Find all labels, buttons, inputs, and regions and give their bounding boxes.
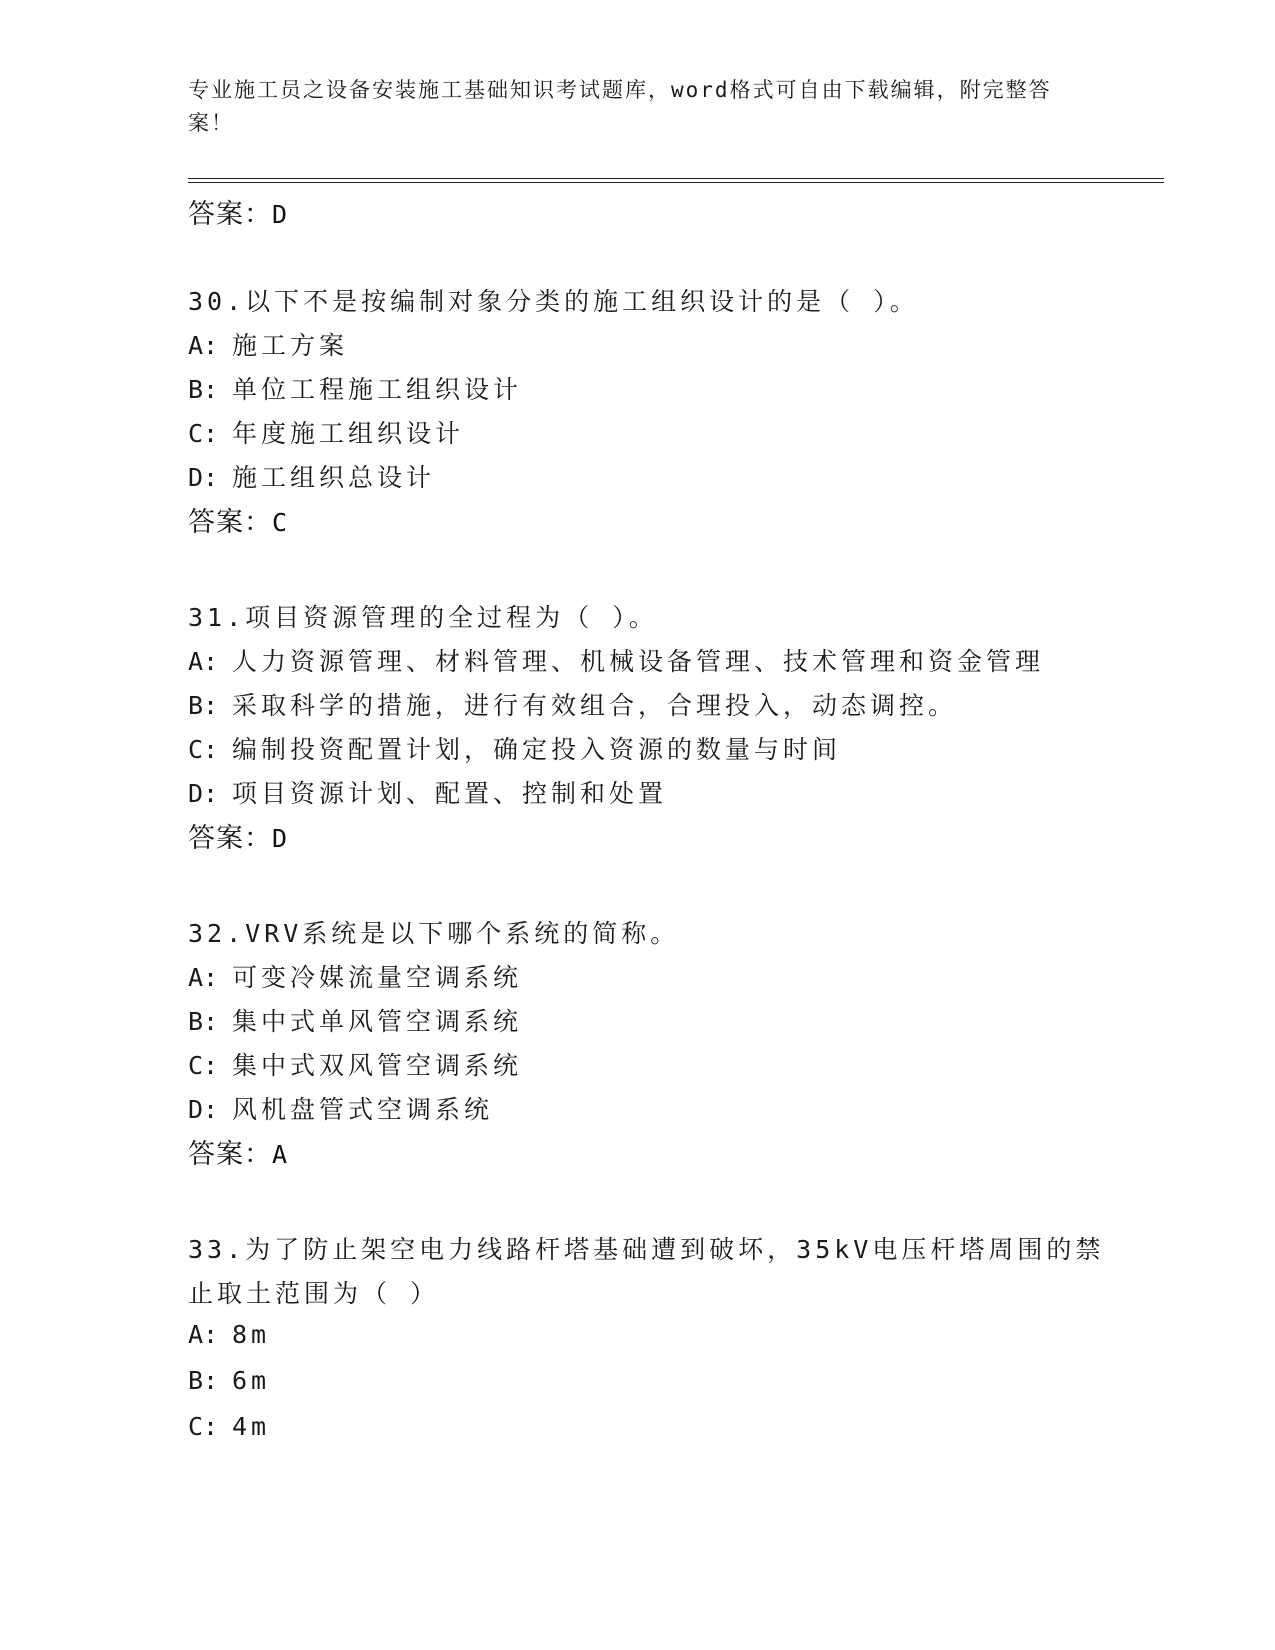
option-c [188,1046,522,1082]
option-text: 项目资源计划、配置、控制和处置 [232,779,668,808]
header-divider-double [188,182,1164,183]
question-stem: 30.以下不是按编制对象分类的施工组织设计的是（ ）。 [188,287,919,316]
option-text: 人力资源管理、材料管理、机械设备管理、技术管理和资金管理 [232,647,1045,676]
option-letter: C: [188,1412,219,1441]
option-b [188,370,522,406]
question-answer [188,816,288,855]
answer-label: 答案： [188,1139,272,1170]
option-text: 集中式单风管空调系统 [232,1007,523,1036]
option-letter: A: [188,963,219,992]
option-text: 编制投资配置计划，确定投入资源的数量与时间 [232,735,842,764]
option-c [188,414,464,450]
option-letter: B: [188,1007,219,1036]
option-b [188,1366,270,1395]
option-text: 风机盘管式空调系统 [232,1095,494,1124]
question-stem: 32.VRV系统是以下哪个系统的简称。 [188,919,680,948]
option-text: 6m [232,1366,271,1395]
option-letter: B: [188,1366,219,1395]
option-text: 集中式双风管空调系统 [232,1051,523,1080]
option-text: 4m [232,1412,271,1441]
option-a [188,958,522,994]
option-text: 采取科学的措施，进行有效组合，合理投入，动态调控。 [232,691,958,720]
option-letter: A: [188,1320,219,1349]
option-a [188,1320,270,1349]
option-b [188,686,957,722]
option-text: 单位工程施工组织设计 [232,375,523,404]
question-stem: 33.为了防止架空电力线路杆塔基础遭到破坏，35kV电压杆塔周围的禁 [188,1235,1105,1264]
option-letter: A: [188,647,219,676]
question-answer [188,500,288,539]
option-text: 施工组织总设计 [232,463,436,492]
option-text: 施工方案 [232,331,349,360]
option-letter: B: [188,375,219,404]
question-stem-continued: 止取土范围为（ ） [188,1279,440,1308]
option-text: 8m [232,1320,271,1349]
option-letter: A: [188,331,219,360]
answer-value: C [272,508,289,537]
option-letter: C: [188,1051,219,1080]
option-d [188,774,667,810]
option-letter: C: [188,735,219,764]
option-letter: D: [188,779,219,808]
answer-value: D [272,200,289,229]
option-d [188,458,435,494]
answer-label: 答案： [188,823,272,854]
answer-value: D [272,824,289,853]
option-c [188,730,841,766]
option-letter: C: [188,419,219,448]
header-divider [188,178,1164,179]
option-letter: B: [188,691,219,720]
question-answer [188,1132,288,1171]
option-c [188,1412,270,1441]
answer-value: A [272,1140,289,1169]
option-d [188,1090,493,1126]
option-letter: D: [188,463,219,492]
option-b [188,1002,522,1038]
option-text: 年度施工组织设计 [232,419,465,448]
option-a [188,326,348,362]
answer-label: 答案： [188,199,272,230]
document-header: 专业施工员之设备安装施工基础知识考试题库，word格式可自由下载编辑，附完整答案！ [188,78,1052,135]
option-letter: D: [188,1095,219,1124]
question-stem: 31.项目资源管理的全过程为（ ）。 [188,603,658,632]
option-a [188,642,1044,678]
answer-label: 答案： [188,507,272,538]
option-text: 可变冷媒流量空调系统 [232,963,523,992]
previous-answer [188,192,288,231]
